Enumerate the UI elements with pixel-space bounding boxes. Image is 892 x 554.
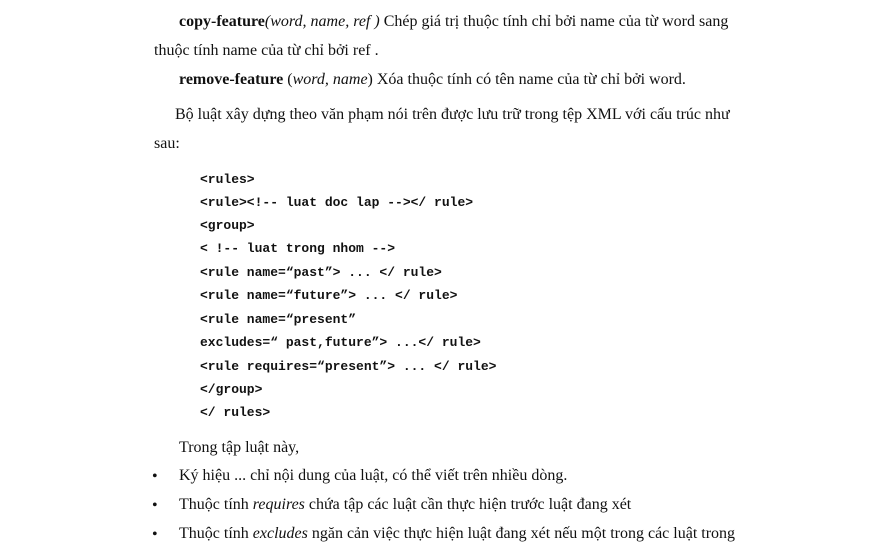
- attribute-name: excludes: [252, 525, 308, 542]
- code-line: <rule name=“present”: [200, 312, 357, 327]
- function-description: Chép giá trị thuộc tính chỉ bởi name của từ word sang: [379, 13, 729, 30]
- rules-note: Trong tập luật này,: [179, 439, 300, 456]
- code-line: excludes=“ past,future”> ...</ rule>: [200, 335, 481, 350]
- function-name: copy-feature: [179, 13, 265, 30]
- list-item-text: chứa tập các luật cần thực hiện trước luật đang xét: [304, 496, 632, 513]
- copy-feature-definition: [179, 12, 728, 32]
- args-close: ): [367, 71, 373, 88]
- bullet-icon: •: [152, 497, 158, 514]
- list-item-text: Thuộc tính: [179, 496, 253, 513]
- function-args: (word, name, ref ): [264, 13, 380, 30]
- list-item: Ký hiệu ... chỉ nội dung của luật, có thể viết trên nhiều dòng.: [179, 467, 568, 484]
- xml-intro-paragraph-end: sau:: [154, 135, 180, 152]
- args-open: (: [283, 71, 293, 88]
- bullet-icon: •: [152, 468, 158, 485]
- list-item: [179, 524, 735, 544]
- function-description: Xóa thuộc tính có tên name của từ chỉ bởi word.: [372, 71, 686, 88]
- list-item-text: Thuộc tính: [179, 525, 253, 542]
- code-line: </group>: [200, 382, 263, 397]
- remove-feature-definition: [179, 70, 686, 90]
- attribute-name: requires: [252, 496, 305, 513]
- xml-intro-paragraph: Bộ luật xây dựng theo văn phạm nói trên được lưu trữ trong tệp XML với cấu trúc như: [175, 106, 730, 123]
- list-item: [179, 495, 631, 515]
- list-item-text: ngăn cản việc thực hiện luật đang xét nếu một trong các luật trong: [307, 525, 736, 542]
- code-line: < !-- luat trong nhom -->: [200, 241, 396, 256]
- code-line: </ rules>: [200, 405, 271, 420]
- bullet-icon: •: [152, 526, 158, 543]
- code-line: <rules>: [200, 172, 255, 187]
- copy-feature-description-continued: thuộc tính name của từ chỉ bởi ref .: [154, 42, 379, 59]
- function-name: remove-feature: [179, 71, 284, 88]
- code-line: <rule><!-- luat doc lap --></ rule>: [200, 195, 474, 210]
- code-line: <rule name=“future”> ... </ rule>: [200, 288, 458, 303]
- code-line: <rule name=“past”> ... </ rule>: [200, 265, 442, 280]
- code-line: <rule requires=“present”> ... </ rule>: [200, 359, 497, 374]
- code-line: <group>: [200, 218, 255, 233]
- function-args: word, name: [292, 71, 368, 88]
